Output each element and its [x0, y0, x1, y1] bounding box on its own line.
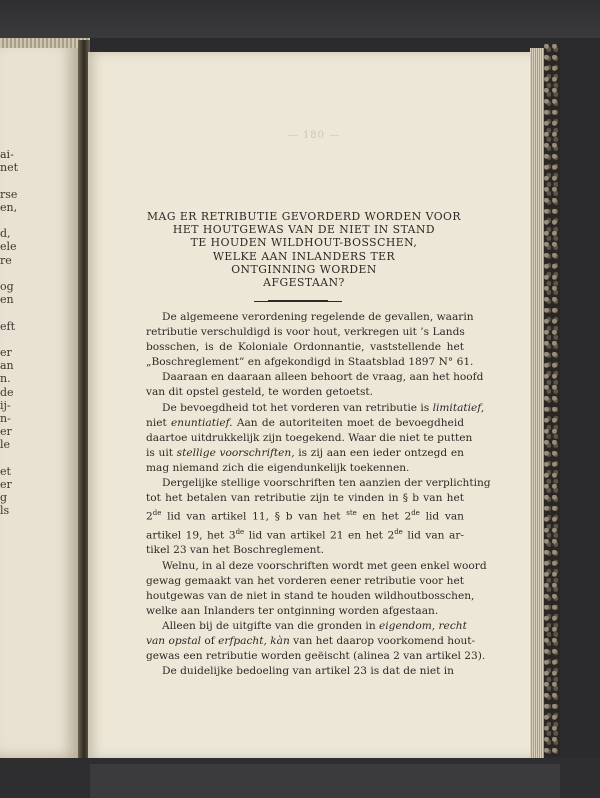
- left-page-fragment: er: [0, 346, 12, 359]
- left-page-fragment: er: [0, 478, 12, 491]
- left-page-fragment: og: [0, 280, 14, 293]
- body-line: „Boschreglement” en afgekondigd in Staatsblad 1897 N° 61.: [146, 356, 474, 369]
- body-line: 2de lid van artikel 11, § b van het $^{ste}$ en het 2de lid van: [146, 509, 464, 523]
- body-line: welke aan Inlanders ter ontginning worden afgestaan.: [146, 604, 439, 617]
- body-line: De bevoegdheid tot het vorderen van retributie is limitatief,: [162, 401, 485, 414]
- body-line: daartoe uitdrukkelijk zijn toegekend. Waar die niet te putten: [146, 431, 473, 444]
- title-line: AFGESTAAN?: [263, 276, 345, 290]
- body-line: bosschen, is de Koloniale Ordonnantie, vaststellende het: [146, 341, 464, 354]
- title-line: WELKE AAN INLANDERS TER: [212, 249, 396, 263]
- body-line: gewag gemaakt van het vorderen eener retributie voor het: [146, 574, 464, 587]
- left-page-fragment: de: [0, 385, 14, 399]
- body-line: tot het betalen van retributie zijn te vinden in § b van het: [146, 492, 464, 505]
- left-page-fragment: en: [0, 293, 14, 307]
- title-line: ONTGINNING WORDEN: [231, 262, 377, 276]
- body-line: retributie verschuldigd is voor hout, verkregen uit ’s Lands: [146, 326, 465, 339]
- body-line: De duidelijke bedoeling van artikel 23 is dat de niet in: [162, 665, 454, 678]
- left-page-fragment: d,: [0, 227, 11, 241]
- left-page-fragment: er: [0, 425, 12, 439]
- title-line: MAG ER RETRIBUTIE GEVORDERD WORDEN VOOR: [146, 210, 462, 223]
- scanner-bevel: [90, 764, 560, 798]
- right-page: [88, 52, 540, 758]
- left-page-fragment: n-: [0, 412, 11, 425]
- body-line: van dit opstel gesteld, te worden getoetst.: [146, 386, 374, 399]
- left-page-fragment: an: [0, 359, 14, 373]
- body-text: [146, 310, 491, 679]
- body-line: niet enuntiatief. Aan de autoriteiten moet de bevoegdheid: [146, 416, 465, 429]
- title-line: TE HOUDEN WILDHOUT-BOSSCHEN,: [190, 236, 418, 250]
- left-page-fragment: et: [0, 464, 11, 478]
- body-line: De algemeene verordening regelende de gevallen, waarin: [162, 311, 474, 323]
- left-page-fragment: n.: [0, 372, 11, 386]
- body-line: Dergelijke stellige voorschriften ten aanzien der verplichting: [162, 477, 491, 490]
- left-page-edge: [0, 38, 90, 48]
- left-page-fragment: eft: [0, 319, 16, 333]
- left-page-fragment: re: [0, 253, 12, 267]
- marbled-cover-edge: [544, 44, 560, 756]
- left-page-fragment: net: [0, 161, 19, 175]
- left-page-fragment: le: [0, 438, 11, 452]
- body-line: Welnu, in al deze voorschriften wordt met geen enkel woord: [162, 559, 487, 572]
- body-line: tikel 23 van het Boschreglement.: [146, 544, 325, 557]
- body-line: artikel 19, het 3de lid van artikel 21 en het 2de lid van ar-: [146, 527, 464, 542]
- left-page-fragment: ls: [0, 504, 10, 518]
- title-line: HET HOUTGEWAS VAN DE NIET IN STAND: [172, 223, 436, 237]
- chapter-title: [144, 210, 464, 289]
- body-line: is uit stellige voorschriften, is zij aan een ieder ontzegd en: [146, 446, 464, 459]
- body-line: van opstal of erfpacht, kàn van het daarop voorkomend hout-: [146, 635, 476, 648]
- body-line: houtgewas van de niet in stand te houden wildhoutbosschen,: [146, 589, 475, 602]
- left-page-fragment: ele: [0, 240, 17, 254]
- page-number: — 180 —: [287, 130, 341, 141]
- body-line: Alleen bij de uitgifte van die gronden in eigendom, recht: [162, 619, 467, 632]
- left-page-fragment: ai-: [0, 148, 14, 161]
- left-page-fragment: rse: [0, 187, 18, 201]
- body-line: mag niemand zich die eigendunkelijk toekennen.: [146, 461, 410, 474]
- body-line: Daaraan en daaraan alleen behoort de vraag, aan het hoofd: [162, 371, 484, 384]
- left-page-fragment: en,: [0, 200, 18, 214]
- scanner-frame-top: [0, 0, 600, 38]
- scanner-frame-bottom: [0, 758, 600, 798]
- page-block-edges: [530, 48, 544, 760]
- title-divider-rule: [268, 300, 328, 302]
- body-line: gewas een retributie worden geëischt (alinea 2 van artikel 23).: [146, 650, 486, 663]
- left-page-fragment: ij-: [0, 398, 11, 412]
- left-page: [0, 40, 80, 758]
- left-page-fragment: g: [0, 491, 8, 505]
